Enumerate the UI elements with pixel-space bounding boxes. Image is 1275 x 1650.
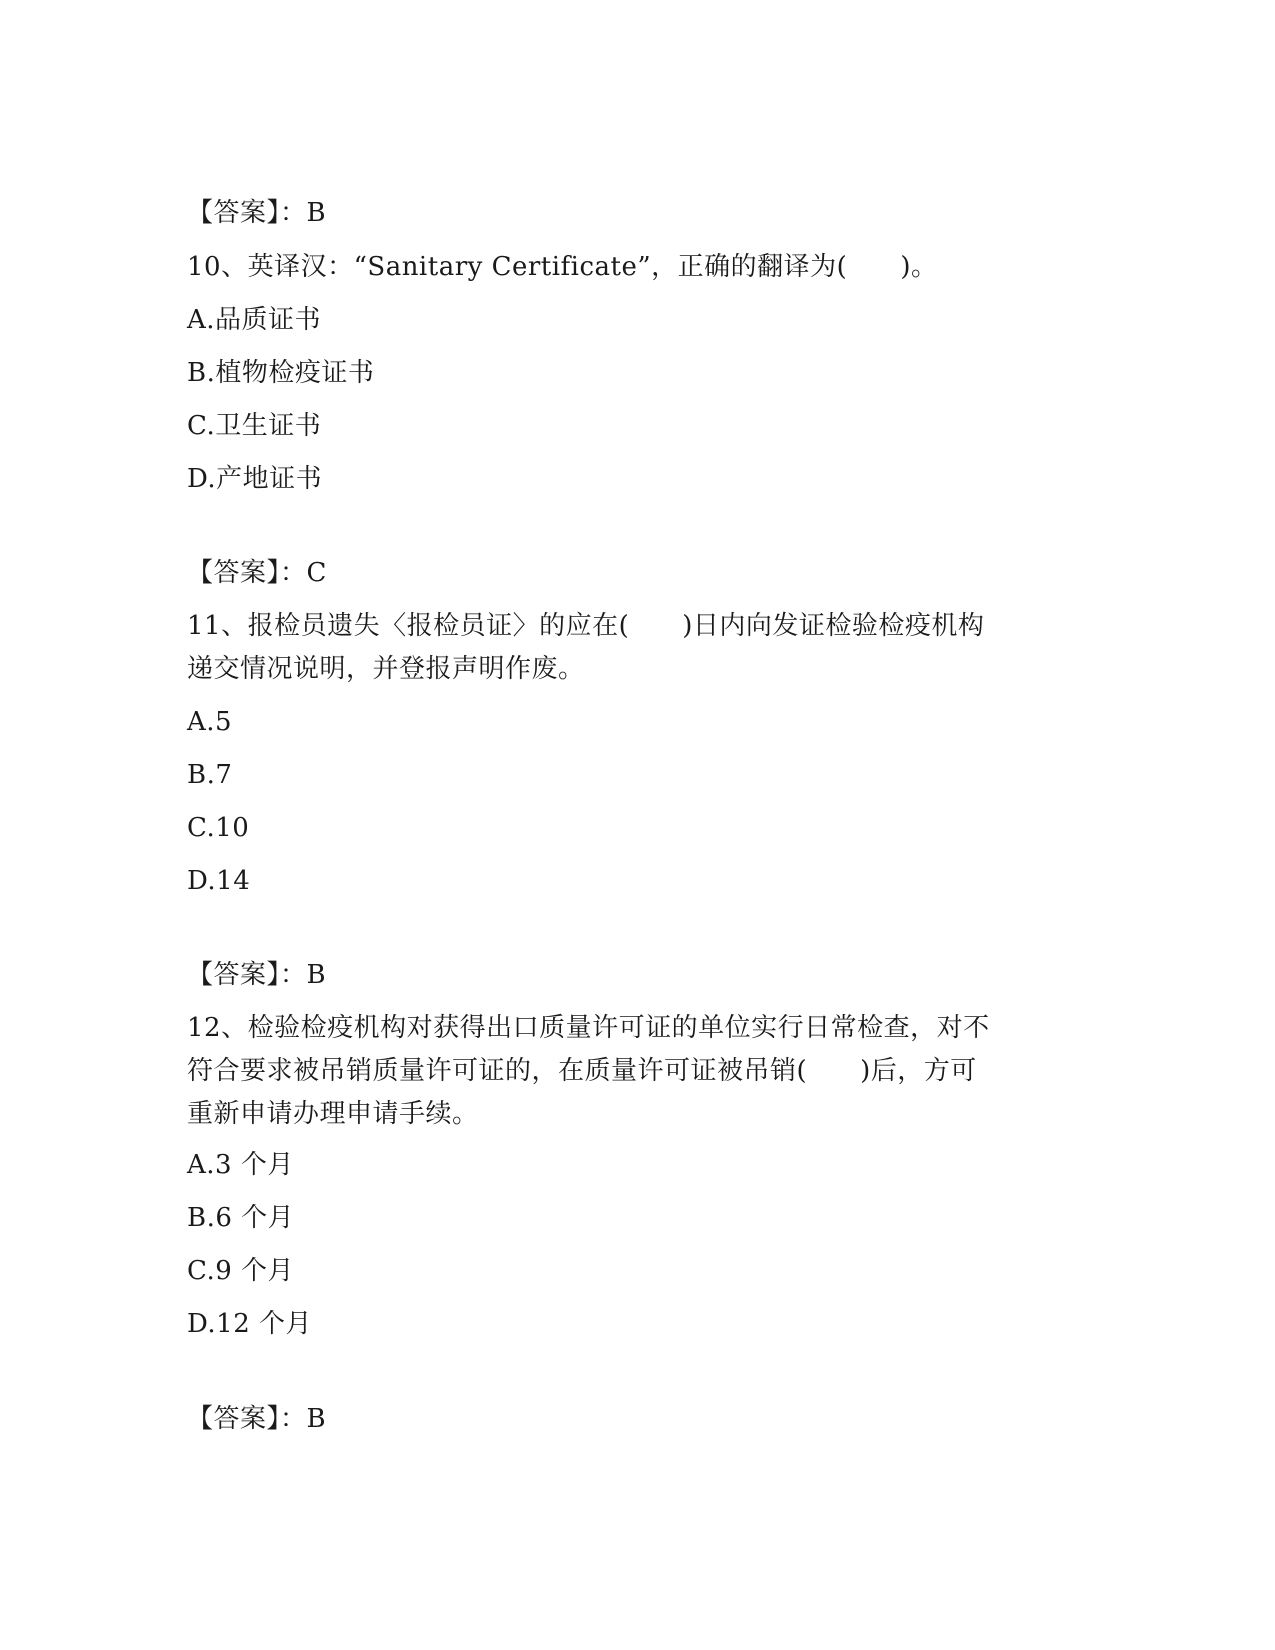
question-11-line-1: 11、报检员遗失〈报检员证〉的应在( )日内向发证检验检疫机构 [187,611,985,641]
q10-option-b: B.植物检疫证书 [187,358,375,388]
q12-option-b: B.6 个月 [187,1203,295,1233]
q10-option-a: A.品质证书 [187,305,322,335]
q11-option-b: B.7 [187,760,233,790]
question-12-line-2: 符合要求被吊销质量许可证的，在质量许可证被吊销( )后，方可 [187,1056,977,1086]
q10-option-d: D.产地证书 [187,464,323,494]
answer-q12: 【答案】：B [187,1404,327,1434]
answer-q10: 【答案】：C [187,558,327,588]
q11-option-d: D.14 [187,866,251,896]
question-12-line-1: 12、检验检疫机构对获得出口质量许可证的单位实行日常检查，对不 [187,1013,990,1043]
q11-option-a: A.5 [187,707,233,737]
answer-q9: 【答案】：B [187,198,327,228]
q10-option-c: C.卫生证书 [187,411,322,441]
question-10: 10、英译汉：“Sanitary Certificate”，正确的翻译为( )。 [187,252,938,282]
q12-option-d: D.12 个月 [187,1309,313,1339]
answer-q11: 【答案】：B [187,960,327,990]
q12-option-c: C.9 个月 [187,1256,295,1286]
q12-option-a: A.3 个月 [187,1150,294,1180]
question-12-line-3: 重新申请办理申请手续。 [187,1099,479,1129]
q11-option-c: C.10 [187,813,250,843]
question-11-line-2: 递交情况说明，并登报声明作废。 [187,654,585,684]
